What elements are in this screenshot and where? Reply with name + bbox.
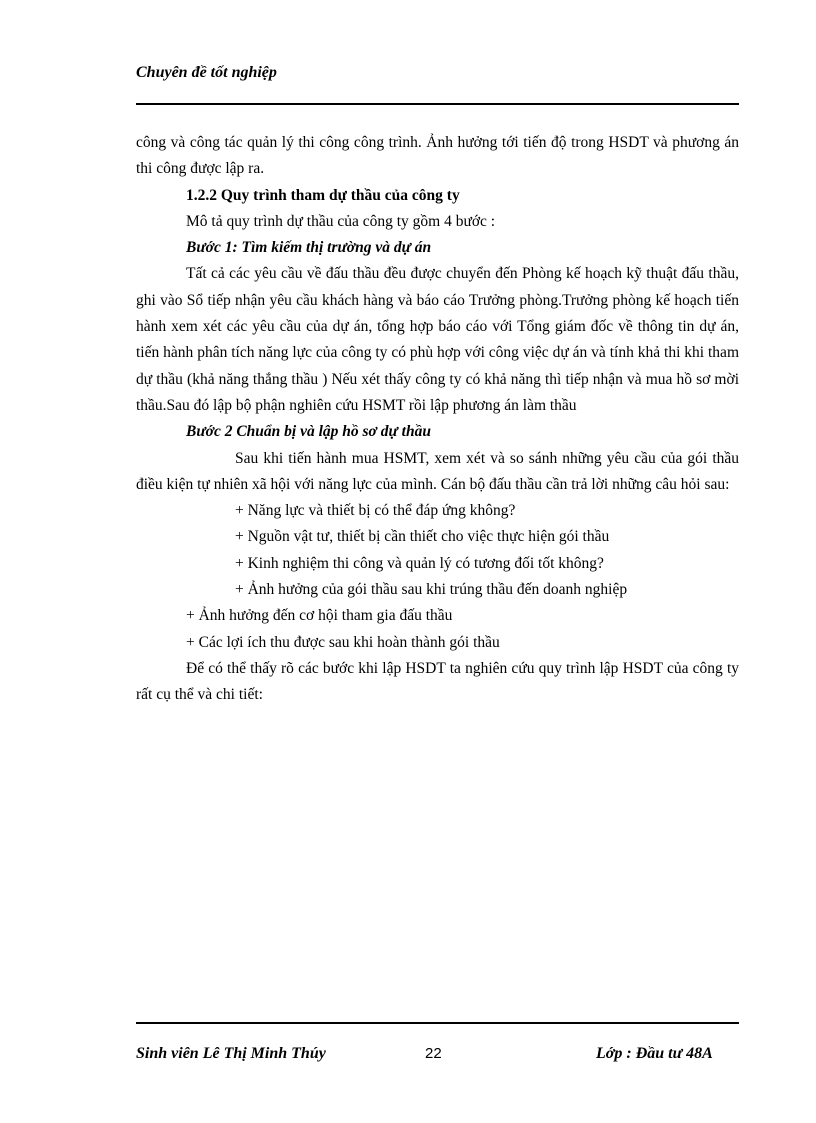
footer-rule xyxy=(136,1022,739,1024)
page-number: 22 xyxy=(425,1045,442,1062)
paragraph-process-intro: Mô tả quy trình dự thầu của công ty gồm 4 bước : xyxy=(186,212,496,230)
step1-paragraph: Tất cả các yêu cầu về đấu thầu đều được chuyển đến Phòng kế hoạch kỹ thuật đấu thầu, ghi vào Sổ tiếp nhận yêu cầu khách hàng và báo cáo Trưởng phòng.Trưởng phòng kế hoạch tiến hành xem xét các yêu cầu của dự án, tổng hợp báo cáo với Tổng giám đốc về thông tin dự án, tiến hành phân tích năng lực của công ty có phù hợp với công việc dự án và tính khả thi khi tham dự thầu (khả năng thắng thầu ) Nếu xét thấy công ty có khả năng thì tiếp nhận và mua hồ sơ mời thầu.Sau đó lập bộ phận nghiên cứu HSMT rồi lập phương án làm thầu xyxy=(136,265,739,414)
step2-paragraph: Sau khi tiến hành mua HSMT, xem xét và so sánh những yêu cầu của gói thầu điều kiện tự nhiên xã hội với năng lực của mình. Cán bộ đấu thầu cần trả lời những câu hỏi sau: xyxy=(136,449,739,493)
list-item: + Ảnh hưởng của gói thầu sau khi trúng thầu đến doanh nghiệp xyxy=(235,581,628,599)
closing-paragraph: Để có thể thấy rõ các bước khi lập HSDT ta nghiên cứu quy trình lập HSDT của công ty rất cụ thể và chi tiết: xyxy=(136,659,739,704)
header-rule xyxy=(136,103,739,105)
list-item: + Ảnh hưởng đến cơ hội tham gia đấu thầu xyxy=(186,607,453,625)
list-item: + Năng lực và thiết bị có thể đáp ứng không? xyxy=(235,502,516,520)
list-item: + Kinh nghiệm thi công và quản lý có tương đối tốt không? xyxy=(235,554,604,572)
section-heading: 1.2.2 Quy trình tham dự thầu của công ty xyxy=(186,186,460,204)
document-body xyxy=(136,130,739,709)
list-item: + Các lợi ích thu được sau khi hoàn thành gói thầu xyxy=(186,633,500,651)
step1-title: Bước 1: Tìm kiếm thị trường và dự án xyxy=(186,239,432,257)
paragraph-intro-continuation: công và công tác quản lý thi công công trình. Ảnh hưởng tới tiến độ trong HSDT và phương án thi công được lập ra. xyxy=(136,134,739,178)
list-item: + Nguồn vật tư, thiết bị cần thiết cho việc thực hiện gói thầu xyxy=(235,528,610,546)
header-title: Chuyên đề tốt nghiệp xyxy=(136,64,277,81)
step2-title: Bước 2 Chuẩn bị và lập hồ sơ dự thầu xyxy=(186,423,431,441)
footer-student-name: Sinh viên Lê Thị Minh Thúy xyxy=(136,1045,326,1062)
footer-class: Lớp : Đầu tư 48A xyxy=(596,1045,713,1062)
